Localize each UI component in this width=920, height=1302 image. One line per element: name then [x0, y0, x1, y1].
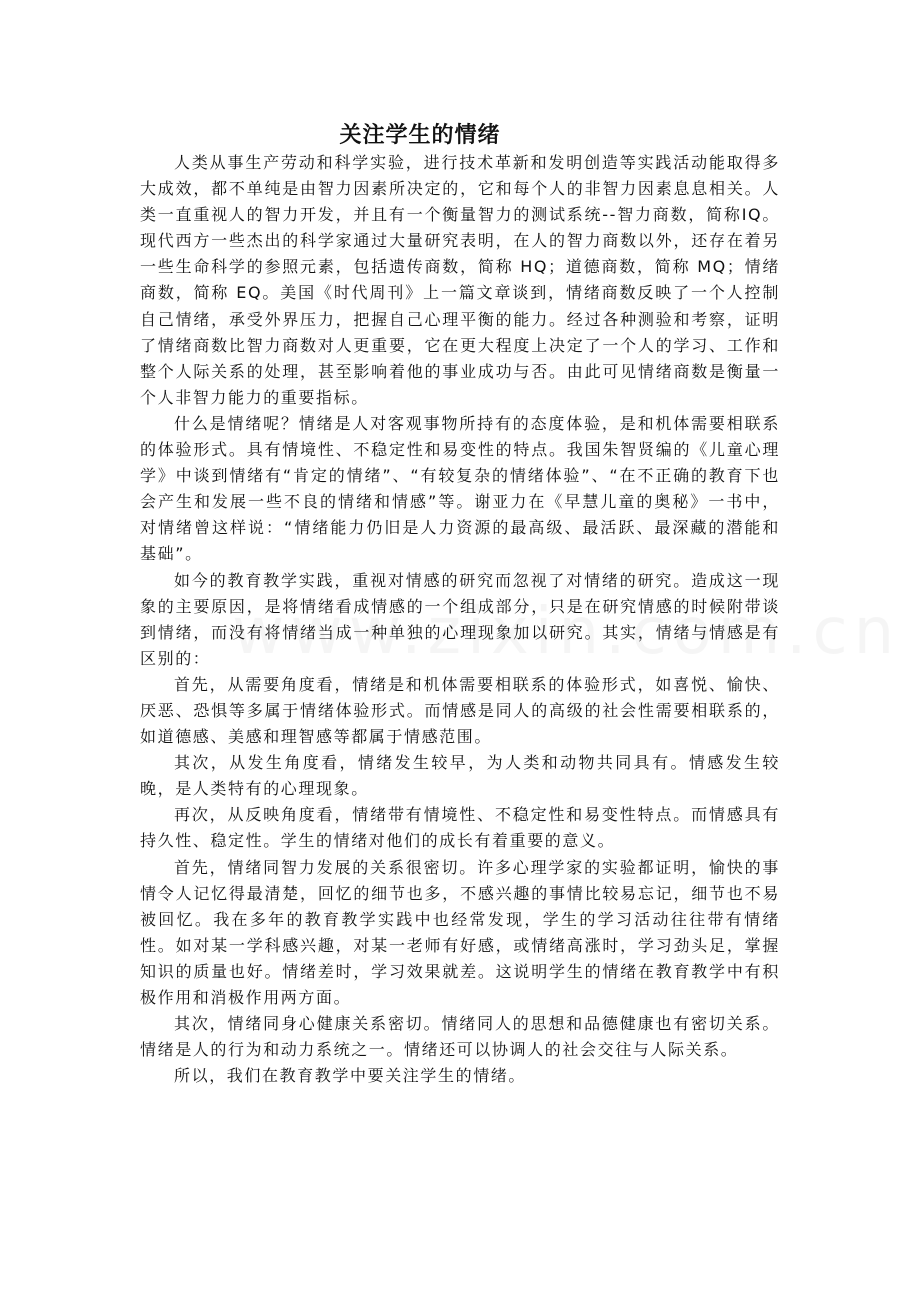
paragraph-what-is-emotion: 什么是情绪呢？情绪是人对客观事物所持有的态度体验，是和机体需要相联系的体验形式。具有情境性、不稳定性和易变性的特点。我国朱智贤编的《儿童心理学》中谈到情绪有“肯定的情绪”、“有较复杂的情绪体验”、“在不正确的教育下也会产生和发展一些不良的情绪和情感”等。谢亚力在《早慧儿童的奥秘》一书中，对情绪曾这样说：“情绪能力仍旧是人力资源的最高级、最活跃、最深藏的潜能和基础”。 [140, 413, 780, 564]
page-title: 关注学生的情绪 [339, 122, 501, 148]
paragraph-conclusion: 所以，我们在教育教学中要关注学生的情绪。 [174, 1066, 527, 1086]
paragraph-difference-need: 首先，从需要角度看，情绪是和机体需要相联系的体验形式，如喜悦、愉快、厌恶、恐惧等多属于情绪体验形式。而情感是同人的高级的社会性需要相联系的，如道德感、美感和理智感等都属于情感范围。 [140, 674, 780, 747]
paragraph-current-practice: 如今的教育教学实践，重视对情感的研究而忽视了对情绪的研究。造成这一现象的主要原因，是将情绪看成情感的一个组成部分，只是在研究情感的时候附带谈到情绪，而没有将情绪当成一种单独的心理现象加以研究。其实，情绪与情感是有区别的： [140, 570, 780, 668]
document-body [140, 150, 780, 1089]
paragraph-intro: 人类从事生产劳动和科学实验，进行技术革新和发明创造等实践活动能取得多大成效，都不单纯是由智力因素所决定的，它和每个人的非智力因素息息相关。人类一直重视人的智力开发，并且有一个衡量智力的测试系统--智力商数，简称IQ。现代西方一些杰出的科学家通过大量研究表明，在人的智力商数以外，还存在着另一些生命科学的参照元素，包括遗传商数，简称 HQ；道德商数，简称 MQ；情绪商数，简称 EQ。美国《时代周刊》上一篇文章谈到，情绪商数反映了一个人控制自己情绪，承受外界压力，把握自己心理平衡的能力。经过各种测验和考察，证明了情绪商数比智力商数对人更重要，它在更大程度上决定了一个人的学习、工作和整个人际关系的处理，甚至影响着他的事业成功与否。由此可见情绪商数是衡量一个人非智力能力的重要指标。 [140, 153, 780, 407]
paragraph-intelligence: 首先，情绪同智力发展的关系很密切。许多心理学家的实验都证明，愉快的事情令人记忆得最清楚，回忆的细节也多，不感兴趣的事情比较易忘记，细节也不易被回忆。我在多年的教育教学实践中也经常发现，学生的学习活动往往带有情绪性。如对某一学科感兴趣，对某一老师有好感，或情绪高涨时，学习劲头足，掌握知识的质量也好。情绪差时，学习效果就差。这说明学生的情绪在教育教学中有积极作用和消极作用两方面。 [140, 857, 780, 1007]
paragraph-difference-occurrence: 其次，从发生角度看，情绪发生较早，为人类和动物共同具有。情感发生较晚，是人类特有的心理现象。 [140, 753, 780, 799]
paragraph-difference-reflection: 再次，从反映角度看，情绪带有情境性、不稳定性和易变性特点。而情感具有持久性、稳定性。学生的情绪对他们的成长有着重要的意义。 [140, 805, 780, 851]
paragraph-health: 其次，情绪同身心健康关系密切。情绪同人的思想和品德健康也有密切关系。情绪是人的行为和动力系统之一。情绪还可以协调人的社会交往与人际关系。 [140, 1014, 780, 1060]
